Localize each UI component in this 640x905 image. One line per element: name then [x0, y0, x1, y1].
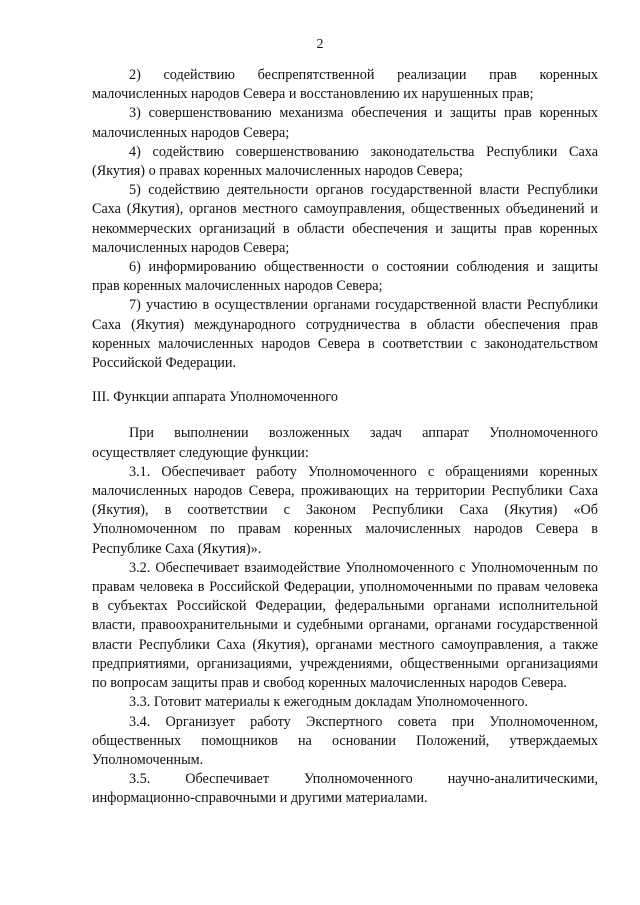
- function-item: 3.3. Готовит материалы к ежегодным докладам Уполномоченного.: [129, 694, 529, 711]
- list-item: 6) информированию общественности о состоянии соблюдения и защиты прав коренных малочисленных народов Севера;: [92, 259, 598, 295]
- list-item: 4) содействию совершенствованию законодательства Республики Саха (Якутия) о правах коренных малочисленных народов Севера;: [92, 143, 598, 180]
- function-item: 3.1. Обеспечивает работу Уполномоченного с обращениями коренных малочисленных народов Севера, проживающих на территории Республики Саха (Якутия), в соответствии с Законом Республики Саха (Якутия) «Об Уполномоченном по правам коренных малочисленных народов Севера в Республике Саха (Якутия)».: [92, 463, 598, 557]
- section-heading: III. Функции аппарата Уполномоченного: [92, 389, 338, 406]
- page-number: 2: [316, 37, 324, 52]
- function-item: 3.5. Обеспечивает Уполномоченного научно-аналитическими, информационно-справочными и другими материалами.: [92, 771, 598, 807]
- document-body: [92, 66, 598, 809]
- list-item: 7) участию в осуществлении органами государственной власти Республики Саха (Якутия) международного сотрудничества в области обеспечения прав коренных малочисленных народов Севера в соответствии с законодательством Российской Федерации.: [92, 297, 598, 372]
- list-item: 2) содействию беспрепятственной реализации прав коренных малочисленных народов Севера и восстановлению их нарушенных прав;: [92, 67, 598, 103]
- function-item: 3.2. Обеспечивает взаимодействие Уполномоченного с Уполномоченным по правам человека в Российской Федерации, уполномоченными по правам человека в субъектах Российской Федерации, федеральными органами исполнительной власти, правоохранительными и судебными органами, органами государственной власти Республики Саха (Якутия), органами местного самоуправления, а также предприятиями, организациями, учреждениями, общественными организациями по вопросам защиты прав и свобод коренных малочисленных народов Севера.: [92, 559, 598, 692]
- list-item: 3) совершенствованию механизма обеспечения и защиты прав коренных малочисленных народов Севера;: [92, 105, 598, 141]
- function-item: 3.4. Организует работу Экспертного совета при Уполномоченном, общественных помощников на основании Положений, утверждаемых Уполномоченным.: [92, 713, 598, 768]
- list-item: 5) содействию деятельности органов государственной власти Республики Саха (Якутия), органов местного самоуправления, общественных объединений и некоммерческих организаций в области обеспечения и защиты прав коренных малочисленных народов Севера;: [92, 182, 598, 256]
- intro-paragraph: При выполнении возложенных задач аппарат Уполномоченного осуществляет следующие функции:: [92, 425, 598, 461]
